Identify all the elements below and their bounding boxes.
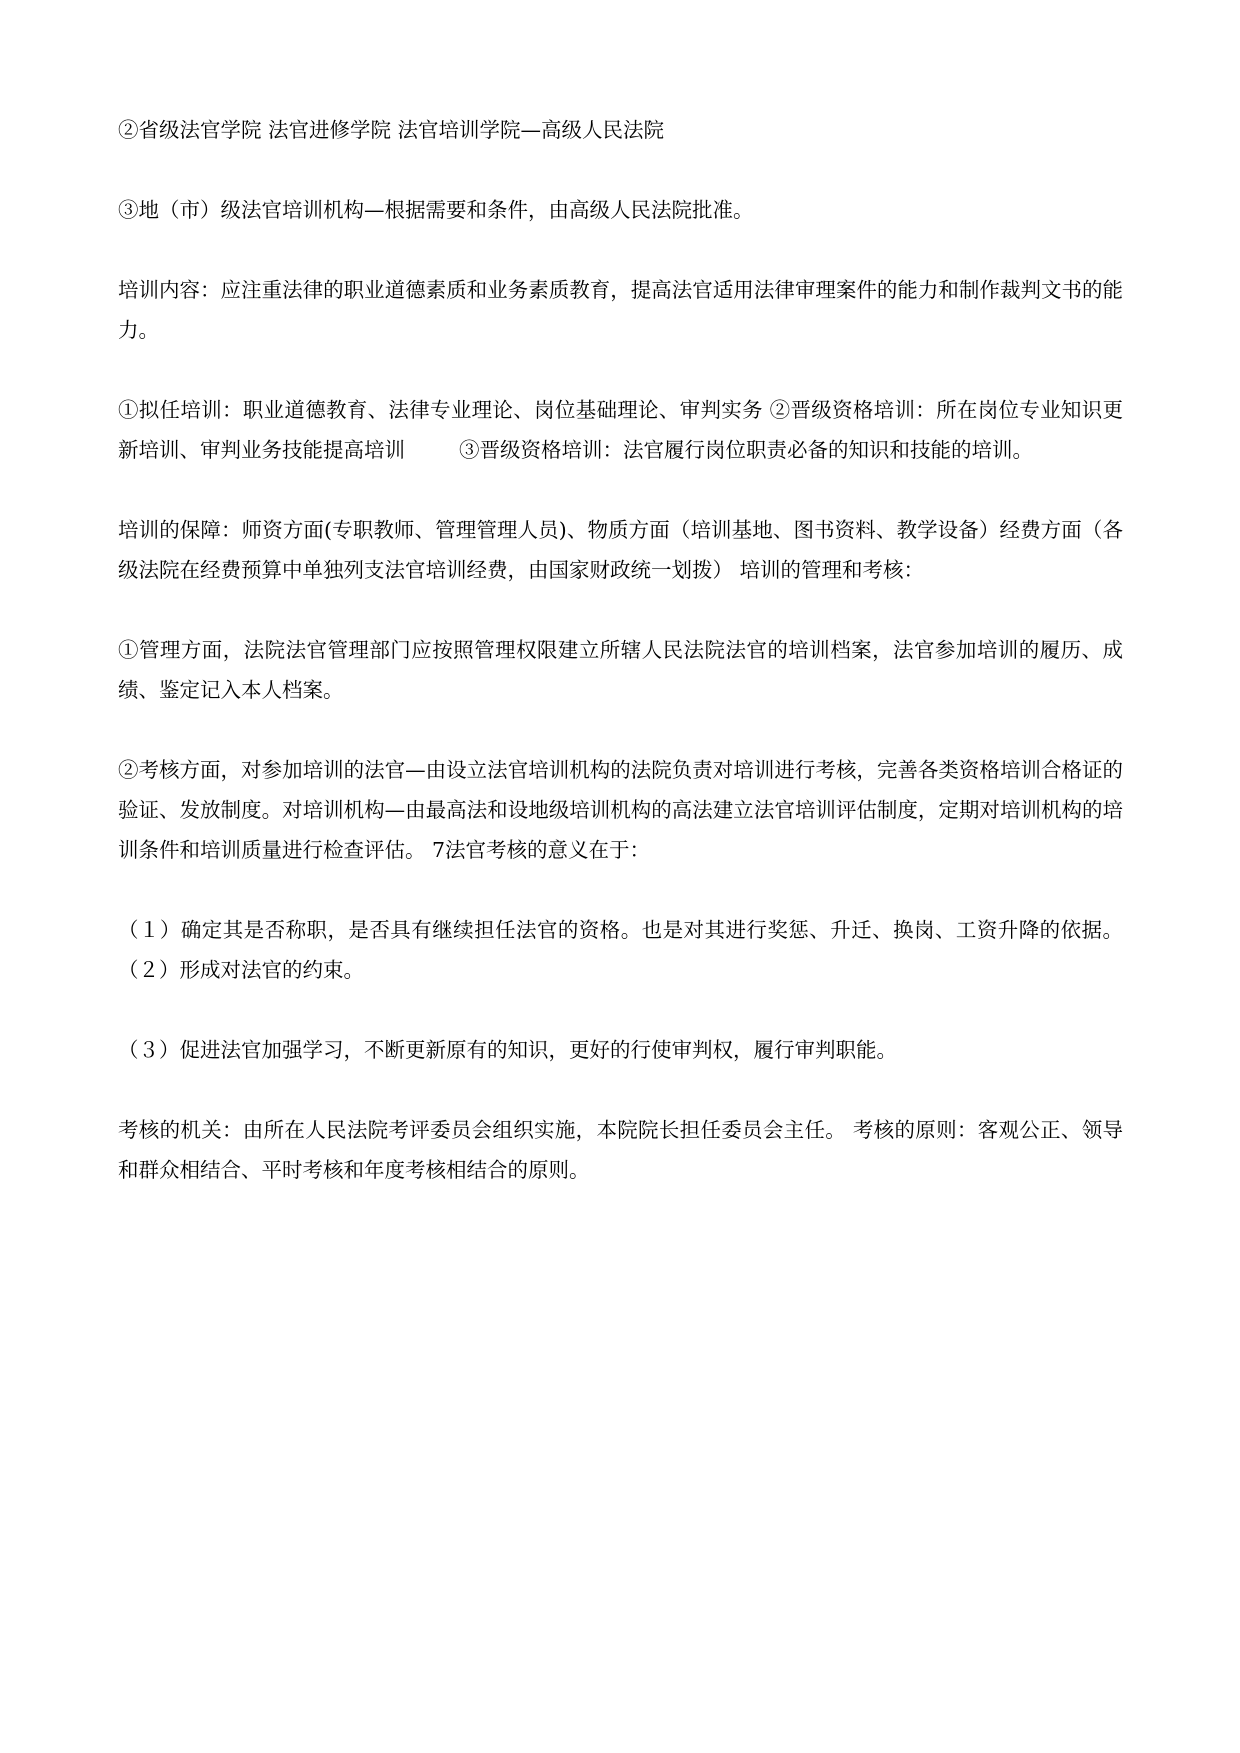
training-types-text: ①拟任培训：职业道德教育、法律专业理论、岗位基础理论、审判实务 ②晋级资格培训：所在岗位专业知识更新培训、审判业务技能提高培训 xyxy=(118,398,1123,462)
paragraph-significance-3: （３）促进法官加强学习，不断更新原有的知识，更好的行使审判权，履行审判职能。 xyxy=(118,1038,897,1062)
paragraph-training-types xyxy=(118,390,1123,470)
paragraph-training-content: 培训内容：应注重法律的职业道德素质和业务素质教育，提高法官适用法律审理案件的能力和制作裁判文书的能力。 xyxy=(118,278,1123,342)
paragraph-provincial-academies: ②省级法官学院 法官进修学院 法官培训学院—高级人民法院 xyxy=(118,118,665,142)
document-page xyxy=(118,110,1123,1230)
paragraph-training-guarantee: 培训的保障：师资方面(专职教师、管理管理人员)、物质方面（培训基地、图书资料、教学设备）经费方面（各级法院在经费预算中单独列支法官培训经费，由国家财政统一划拨） 培训的管理和考核： xyxy=(118,518,1123,582)
paragraph-municipal-institutions: ③地（市）级法官培训机构—根据需要和条件，由高级人民法院批准。 xyxy=(118,198,754,222)
paragraph-assessment-body: 考核的机关：由所在人民法院考评委员会组织实施，本院院长担任委员会主任。 考核的原则：客观公正、领导和群众相结合、平时考核和年度考核相结合的原则。 xyxy=(118,1118,1123,1182)
paragraph-assessment: ②考核方面，对参加培训的法官—由设立法官培训机构的法院负责对培训进行考核，完善各类资格培训合格证的验证、发放制度。对培训机构—由最高法和设地级培训机构的高法建立法官培训评估制度，定期对培训机构的培训条件和培训质量进行检查评估。 7法官考核的意义在于： xyxy=(118,758,1123,862)
paragraph-significance-1-2: （１）确定其是否称职，是否具有继续担任法官的资格。也是对其进行奖惩、升迁、换岗、工资升降的依据。 （２）形成对法官的约束。 xyxy=(118,918,1123,982)
promotion-training-text: ③晋级资格培训：法官履行岗位职责必备的知识和技能的培训。 xyxy=(459,438,1033,462)
paragraph-management: ①管理方面，法院法官管理部门应按照管理权限建立所辖人民法院法官的培训档案，法官参加培训的履历、成绩、鉴定记入本人档案。 xyxy=(118,638,1123,702)
